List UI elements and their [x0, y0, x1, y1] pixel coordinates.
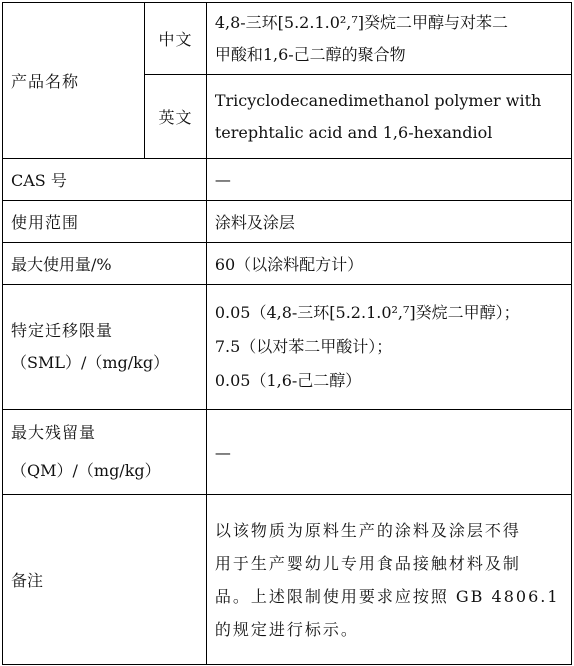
- notes-label: 备注: [3, 495, 207, 665]
- sml-label: [3, 285, 207, 410]
- table-row: [3, 159, 572, 201]
- cas-value: —: [206, 159, 571, 201]
- notes-line-1: 以该物质为原料生产的涂料及涂层不得: [214, 520, 521, 540]
- table-row: [3, 495, 572, 665]
- table-row: [3, 201, 572, 243]
- sml-value-line-1: 0.05（4,8-三环[5.2.1.0²,⁷]癸烷二甲醇）；: [214, 303, 520, 322]
- chinese-name-line-1: 4,8-三环[5.2.1.0²,⁷]癸烷二甲醇与对苯二: [214, 12, 509, 32]
- table-row: [3, 243, 572, 285]
- notes-line-4: 的规定进行标示。: [214, 619, 359, 639]
- sml-value: [206, 285, 571, 410]
- english-name-value: [206, 75, 571, 159]
- sml-label-line-2: （SML）/（mg/kg）: [11, 353, 170, 372]
- chinese-name-value: [206, 3, 571, 75]
- cas-label: CAS 号: [3, 159, 207, 201]
- table-row: [3, 410, 572, 495]
- max-usage-label: 最大使用量/%: [3, 243, 207, 285]
- qm-label-line-1: 最大残留量: [11, 423, 97, 442]
- table-row: [3, 285, 572, 410]
- table-row: [3, 3, 572, 75]
- sml-value-line-3: 0.05（1,6-己二醇）: [214, 371, 362, 390]
- substance-spec-table: [2, 2, 572, 665]
- chinese-name-line-2: 甲酸和1,6-己二醇的聚合物: [214, 44, 406, 64]
- notes-line-3: 品。上述限制使用要求应按照 GB 4806.1: [214, 586, 560, 606]
- notes-line-2: 用于生产婴幼儿专用食品接触材料及制: [214, 553, 521, 573]
- usage-scope-value: 涂料及涂层: [206, 201, 571, 243]
- max-usage-value: 60（以涂料配方计）: [206, 243, 571, 285]
- sml-value-line-2: 7.5（以对苯二甲酸计）；: [214, 337, 393, 356]
- chinese-name-label: 中文: [145, 3, 207, 75]
- notes-value: [206, 495, 571, 665]
- sml-label-line-1: 特定迁移限量: [11, 321, 114, 340]
- english-name-label: 英文: [145, 75, 207, 159]
- qm-value: —: [206, 410, 571, 495]
- english-name-line-1: Tricyclodecanedimethanol polymer with: [214, 90, 542, 110]
- usage-scope-label: 使用范围: [3, 201, 207, 243]
- qm-label-line-2: （QM）/（mg/kg）: [11, 461, 161, 480]
- english-name-line-2: terephtalic acid and 1,6-hexandiol: [214, 122, 493, 142]
- product-name-label: 产品名称: [3, 3, 145, 159]
- qm-label: [3, 410, 207, 495]
